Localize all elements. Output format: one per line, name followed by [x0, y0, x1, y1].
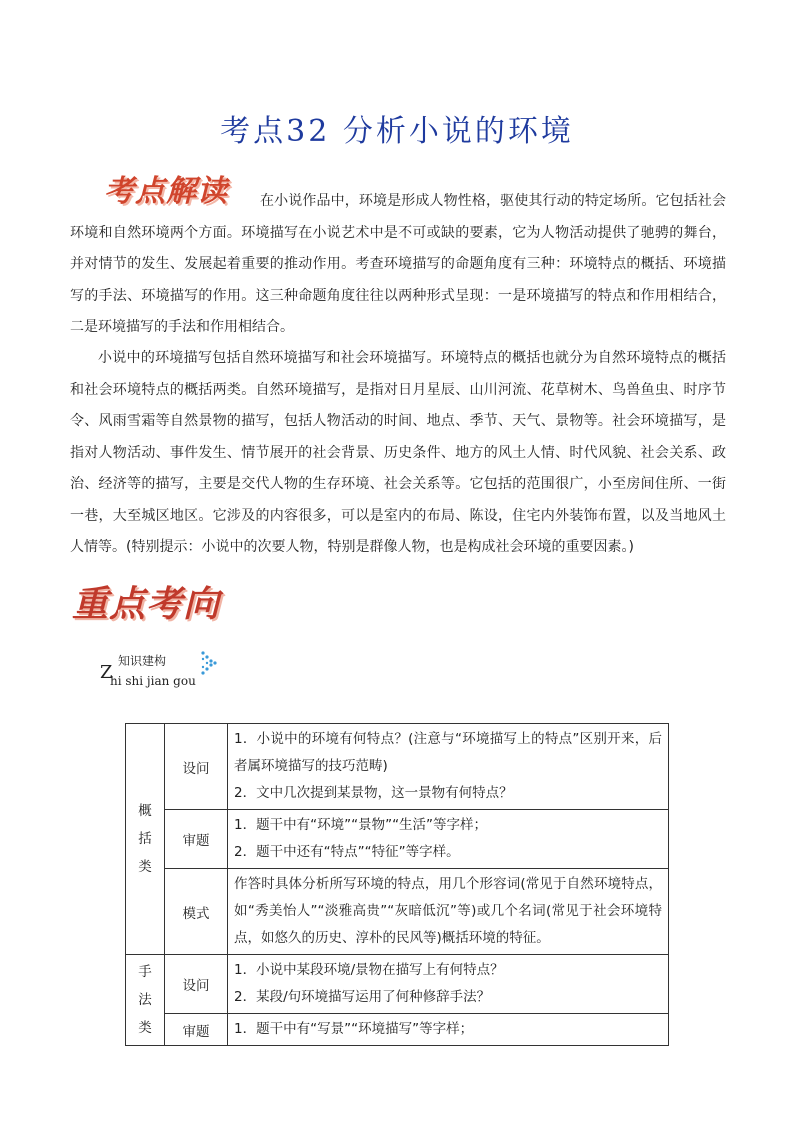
row-content: 1．小说中某段环境/景物在描写上有何特点？ 2．某段/句环境描写运用了何种修辞手法？: [228, 955, 669, 1014]
section-badge-zhongdian-kaoxiang: 重点考向: [72, 584, 221, 625]
row-label: 模式: [165, 869, 228, 955]
row-content: 1．题干中有“环境”“景物”“生活”等字样； 2．题干中还有“特点”“特征”等字样。: [228, 810, 669, 869]
knowledge-label: 知识建构: [118, 654, 167, 668]
category-cell-gaikuo: 概 括 类: [126, 724, 165, 955]
pinyin-initial: Z: [100, 662, 113, 683]
row-content: 作答时具体分析所写环境的特点，用几个形容词(常见于自然环境特点，如“秀美怡人”“淡雅高贵”“灰暗低沉”等)或几个名词(常见于社会环境特点，如悠久的历史、淳朴的民风等)概括环境的特征。: [228, 869, 669, 955]
section-badge-kaodian-jiedu: 考点解读: [104, 174, 228, 209]
category-cell-shoufa: 手 法 类: [126, 955, 165, 1046]
row-content: 1．小说中的环境有何特点？(注意与“环境描写上的特点”区别开来，后者属环境描写的技巧范畴) 2．文中几次提到某景物，这一景物有何特点？: [228, 724, 669, 810]
row-label: 设问: [165, 955, 228, 1014]
row-label: 设问: [165, 724, 228, 810]
page-title: 考点32 分析小说的环境: [220, 114, 574, 149]
row-label: 审题: [165, 1014, 228, 1046]
table-row: [126, 810, 669, 869]
table-row: [126, 1014, 669, 1046]
table-row: [126, 869, 669, 955]
row-content: 1．题干中有“写景”“环境描写”等字样；: [228, 1014, 669, 1046]
row-label: 审题: [165, 810, 228, 869]
knowledge-pinyin: hi shi jian gou: [110, 674, 196, 688]
body-paragraph: 小说中的环境描写包括自然环境描写和社会环境描写。环境特点的概括也就分为自然环境特点的概括和社会环境特点的概括两类。自然环境描写，是指对日月星辰、山川河流、花草树木、鸟兽鱼虫、时序节令、风雨雪霜等自然景物的描写，包括人物活动的时间、地点、季节、天气、景物等。社会环境描写，是指对人物活动、事件发生、情节展开的社会背景、历史条件、地方的风土人情、时代风貌、社会关系、政治、经济等的描写，主要是交代人物的生存环境、社会关系等。它包括的范围很广，小至房间住所、一街一巷，大至城区地区。它涉及的内容很多，可以是室内的布局、陈设，住宅内外装饰布置，以及当地风土人情等。(特别提示：小说中的次要人物，特别是群像人物，也是构成社会环境的重要因素。): [70, 350, 726, 555]
answer-template-table: [125, 723, 669, 1046]
intro-paragraph: 在小说作品中，环境是形成人物性格，驱使其行动的特定场所。它包括社会环境和自然环境两个方面。环境描写在小说艺术中是不可或缺的要素，它为人物活动提供了驰骋的舞台，并对情节的发生、发展起着重要的推动作用。考查环境描写的命题角度有三种：环境特点的概括、环境描写的手法、环境描写的作用。这三种命题角度往往以两种形式呈现：一是环境描写的特点和作用相结合，二是环境描写的手法和作用相结合。: [70, 193, 726, 335]
table-row: [126, 724, 669, 810]
chevrons-right-icon: [200, 650, 218, 676]
table-row: [126, 955, 669, 1014]
